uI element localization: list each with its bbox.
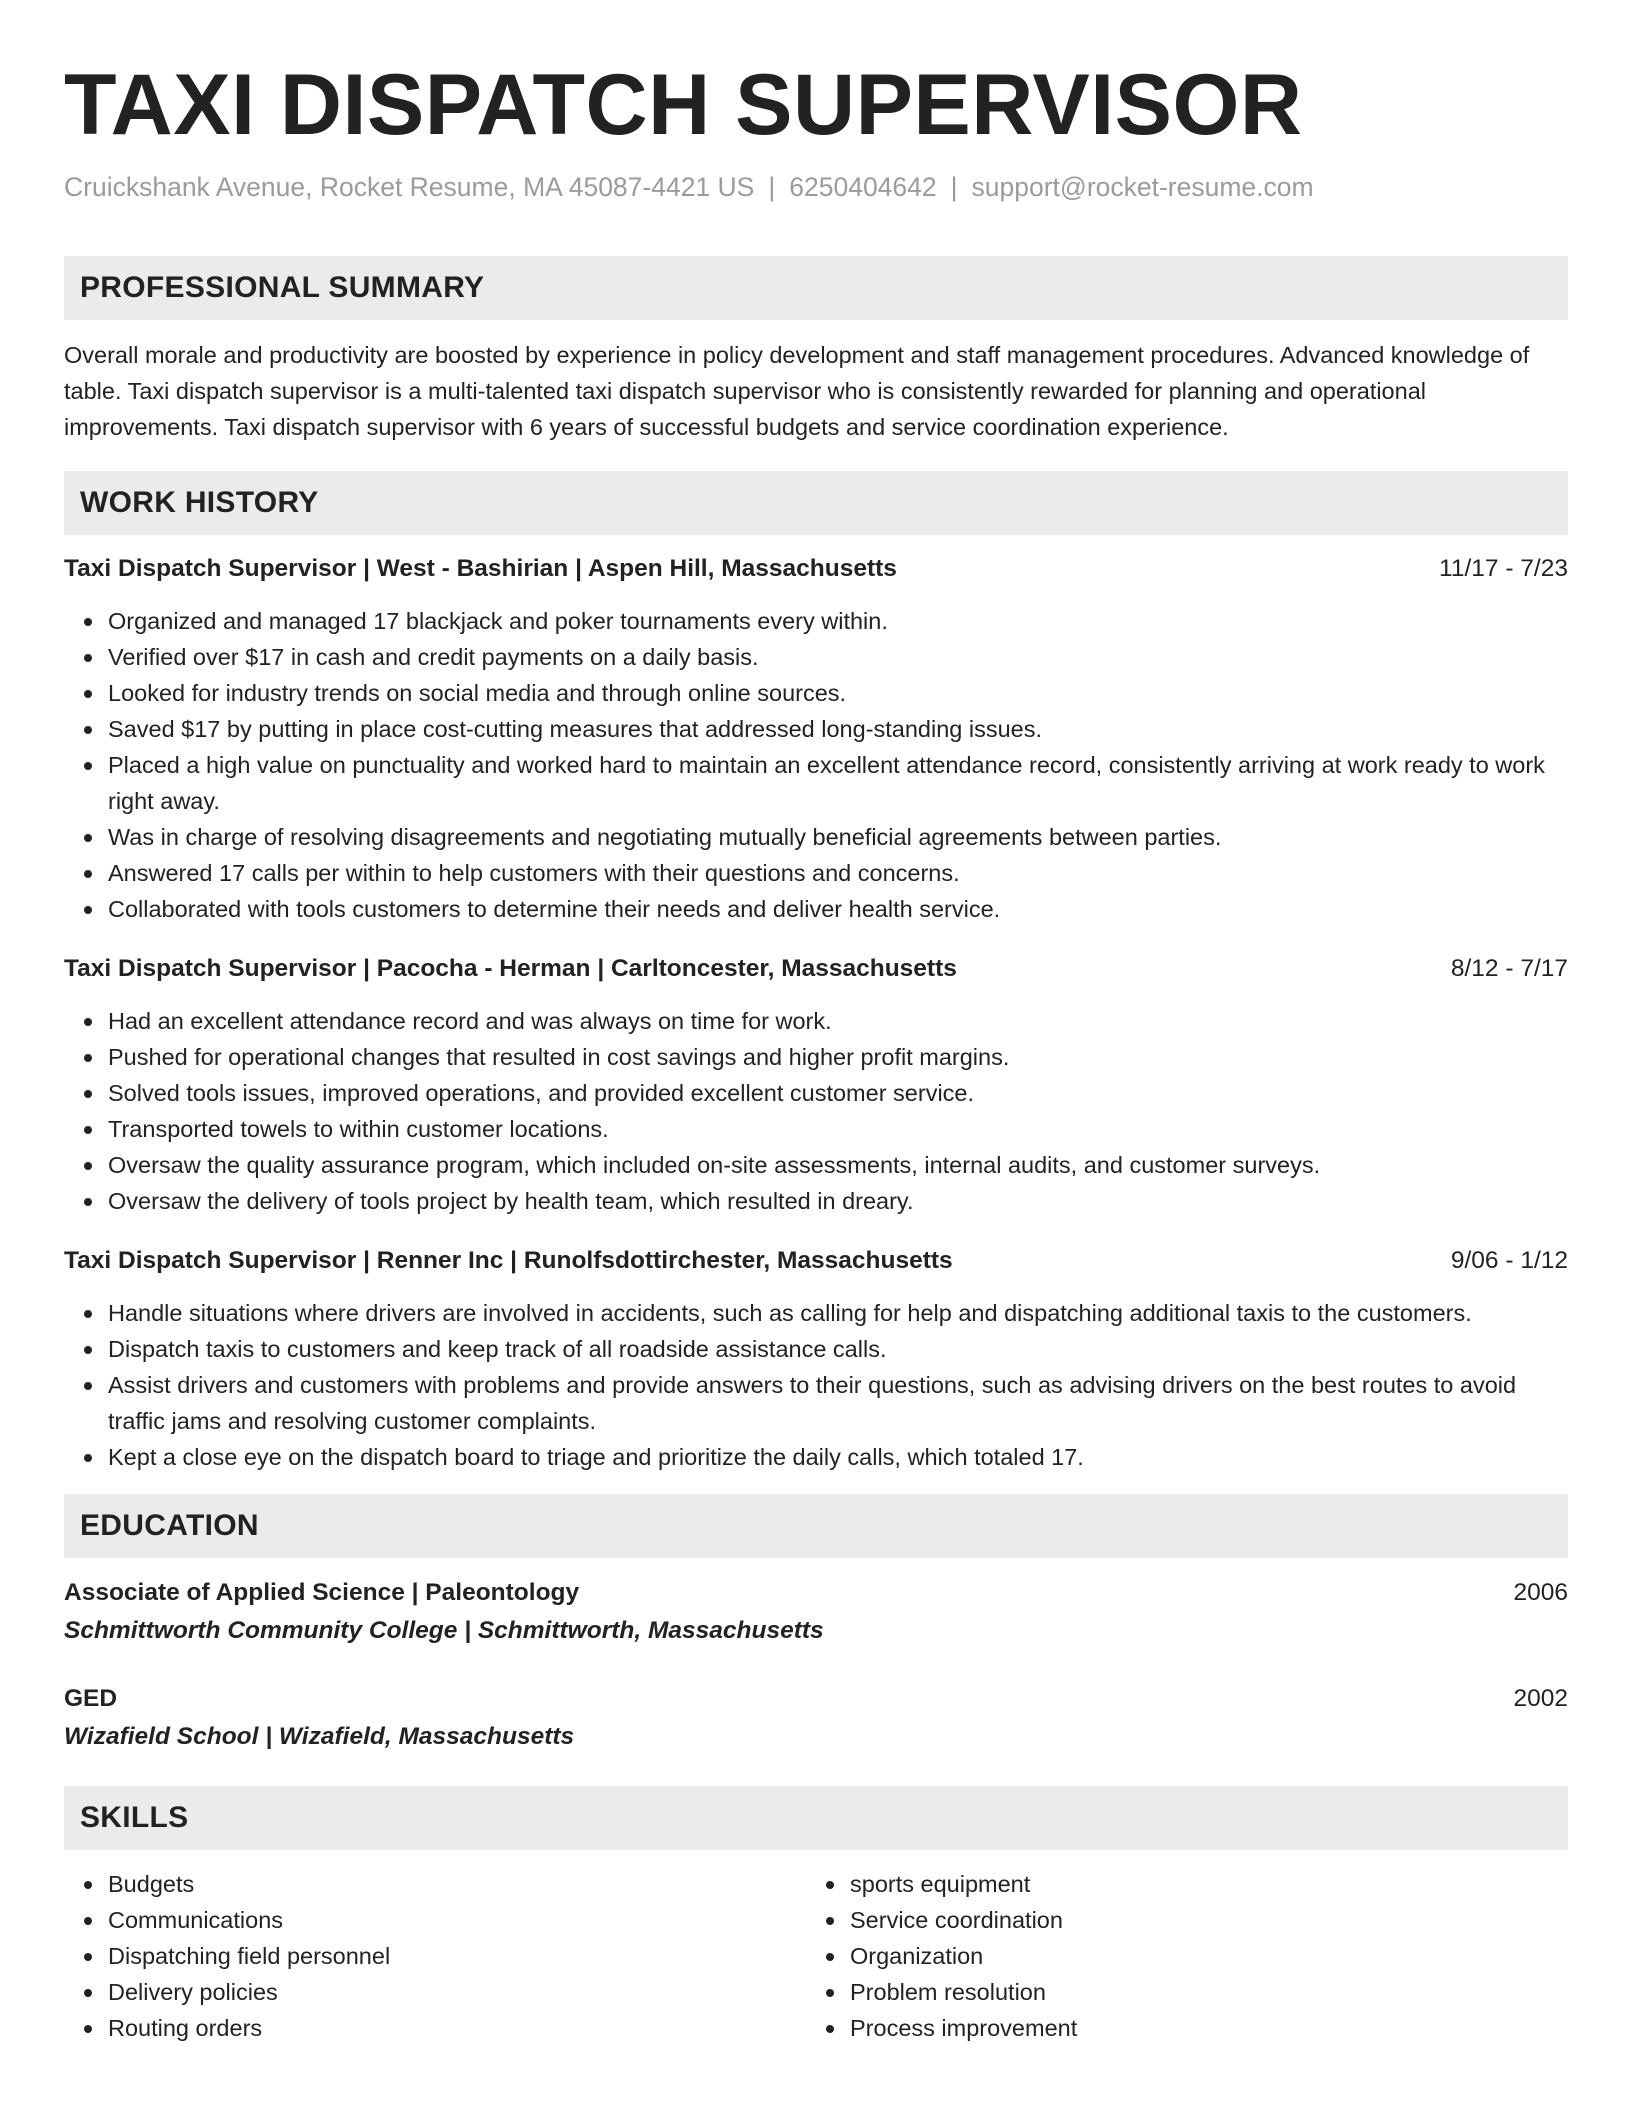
section-title: EDUCATION	[80, 1509, 259, 1542]
job-bullets	[64, 603, 1568, 927]
job-bullet: Had an excellent attendance record and was always on time for work.	[108, 1003, 1568, 1039]
education-year: 2002	[1513, 1685, 1568, 1712]
job-bullet: Collaborated with tools customers to determine their needs and deliver health service.	[108, 891, 1568, 927]
job-bullet: Verified over $17 in cash and credit payments on a daily basis.	[108, 639, 1568, 675]
skill-item: Process improvement	[850, 2010, 1548, 2046]
contact-address: Cruickshank Avenue, Rocket Resume, MA 45087-4421 US	[64, 172, 755, 202]
section-title: SKILLS	[80, 1801, 189, 1834]
job-bullet: Placed a high value on punctuality and worked hard to maintain an excellent attendance record, consistently arriving at work ready to work right away.	[108, 747, 1568, 819]
job-dates: 8/12 - 7/17	[1450, 955, 1568, 982]
contact-phone: 6250404642	[789, 172, 937, 202]
section-header-education	[64, 1494, 1568, 1558]
education-school: Schmittworth Community College | Schmittworth, Massachusetts	[64, 1617, 824, 1644]
education-year: 2006	[1513, 1579, 1568, 1606]
skill-item: Routing orders	[108, 2010, 806, 2046]
contact-line	[64, 168, 1568, 206]
section-header-skills	[64, 1786, 1568, 1850]
contact-separator: |	[950, 172, 958, 202]
education-school: Wizafield School | Wizafield, Massachusetts	[64, 1723, 575, 1750]
job-title: Taxi Dispatch Supervisor | Pacocha - Herman | Carltoncester, Massachusetts	[64, 955, 957, 982]
skill-item: Delivery policies	[108, 1974, 806, 2010]
job-bullets	[64, 1003, 1568, 1219]
skill-item: Communications	[108, 1902, 806, 1938]
job-header	[64, 551, 1568, 587]
contact-email: support@rocket-resume.com	[971, 172, 1314, 202]
skill-item: Dispatching field personnel	[108, 1938, 806, 1974]
section-title: PROFESSIONAL SUMMARY	[80, 271, 485, 304]
job-bullet: Kept a close eye on the dispatch board to triage and prioritize the daily calls, which totaled 17.	[108, 1439, 1568, 1475]
job-title: Taxi Dispatch Supervisor | West - Bashirian | Aspen Hill, Massachusetts	[64, 555, 897, 582]
job-bullet: Handle situations where drivers are involved in accidents, such as calling for help and dispatching additional taxis to the customers.	[108, 1295, 1568, 1331]
skill-item: Organization	[850, 1938, 1548, 1974]
job-bullet: Assist drivers and customers with problems and provide answers to their questions, such as advising drivers on the best routes to avoid traffic jams and resolving customer complaints.	[108, 1367, 1568, 1439]
skills-list	[806, 1866, 1548, 2046]
education-entry	[64, 1574, 1568, 1650]
section-header-work-history	[64, 471, 1568, 535]
job-bullet: Was in charge of resolving disagreements and negotiating mutually beneficial agreements between parties.	[108, 819, 1568, 855]
job-bullet: Dispatch taxis to customers and keep track of all roadside assistance calls.	[108, 1331, 1568, 1367]
education-degree: GED	[64, 1685, 118, 1712]
contact-separator: |	[768, 172, 776, 202]
job-header	[64, 951, 1568, 987]
resume-name: TAXI DISPATCH SUPERVISOR	[64, 57, 1303, 153]
skills-list	[64, 1866, 806, 2046]
job-bullets	[64, 1295, 1568, 1475]
job-title: Taxi Dispatch Supervisor | Renner Inc | Runolfsdottirchester, Massachusetts	[64, 1247, 953, 1274]
skill-item: Problem resolution	[850, 1974, 1548, 2010]
job-bullet: Solved tools issues, improved operations, and provided excellent customer service.	[108, 1075, 1568, 1111]
resume-content	[64, 50, 1568, 2046]
education-entry	[64, 1680, 1568, 1756]
skill-item: Service coordination	[850, 1902, 1548, 1938]
skills-grid	[64, 1866, 1568, 2046]
job-dates: 11/17 - 7/23	[1439, 555, 1568, 582]
job-dates: 9/06 - 1/12	[1450, 1247, 1568, 1274]
skills-column-right	[806, 1866, 1548, 2046]
skill-item: Budgets	[108, 1866, 806, 1902]
job-header	[64, 1243, 1568, 1279]
job-bullet: Organized and managed 17 blackjack and poker tournaments every within.	[108, 603, 1568, 639]
section-header-summary	[64, 256, 1568, 320]
education-degree: Associate of Applied Science | Paleontology	[64, 1579, 580, 1606]
summary-text: Overall morale and productivity are boosted by experience in policy development and staff management procedures. Advanced knowledge of table. Taxi dispatch supervisor is a multi-talented taxi dispatch supervisor who is consistently rewarded for planning and operational improvements. Taxi dispatch supervisor with 6 years of successful budgets and service coordination experience.	[64, 342, 1530, 440]
job-bullet: Oversaw the quality assurance program, which included on-site assessments, internal audits, and customer surveys.	[108, 1147, 1568, 1183]
job-bullet: Pushed for operational changes that resulted in cost savings and higher profit margins.	[108, 1039, 1568, 1075]
job-bullet: Looked for industry trends on social media and through online sources.	[108, 675, 1568, 711]
skill-item: sports equipment	[850, 1866, 1548, 1902]
section-title: WORK HISTORY	[80, 486, 319, 519]
skills-column-left	[64, 1866, 806, 2046]
job-bullet: Answered 17 calls per within to help customers with their questions and concerns.	[108, 855, 1568, 891]
job-bullet: Saved $17 by putting in place cost-cutting measures that addressed long-standing issues.	[108, 711, 1568, 747]
job-bullet: Oversaw the delivery of tools project by health team, which resulted in dreary.	[108, 1183, 1568, 1219]
job-bullet: Transported towels to within customer locations.	[108, 1111, 1568, 1147]
